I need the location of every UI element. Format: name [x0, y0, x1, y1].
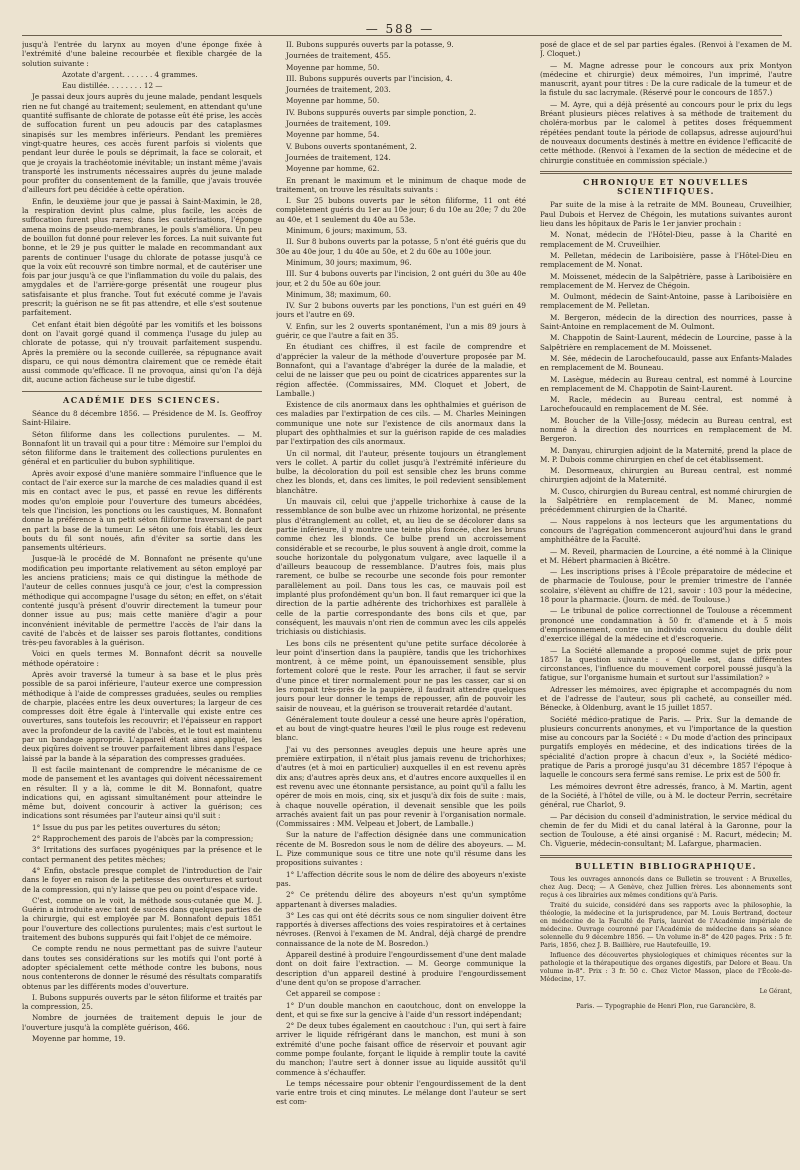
stat-line: III. Bubons suppurés ouverts par l'incision, 4.	[286, 73, 453, 83]
paragraph: II. Sur 8 bubons ouverts par la potasse, 5 n'ont été guéris que du 30e au 40e jour, 1 du 40e au 50e, et 2 du 60e au 100e jour.	[276, 237, 526, 256]
stat-line: Moyenne par homme, 50.	[286, 62, 380, 72]
list-item: 1° D'un double manchon en caoutchouc, dont on enveloppe la dent, et qui se fixe sur la gencive à l'aide d'un ressort indépendant;	[276, 1000, 526, 1019]
paragraph: M. Danyau, chirurgien adjoint de la Maternité, prend la place de M. P. Dubois comme chirurgien en chef de cet établissement.	[540, 445, 792, 464]
stat-line: Journées de traitement, 124.	[286, 152, 391, 162]
list-item: 1° L'affection décrite sous le nom de délire des aboyeurs n'existe pas.	[276, 869, 526, 888]
paragraph: Le temps nécessaire pour obtenir l'engourdissement de la dent varie entre trois et cinq minutes. Le mélange dont l'auteur se sert est com-	[276, 1078, 526, 1107]
stat-line: Moyenne par homme, 50.	[286, 96, 380, 106]
list-item: 4° Enfin, obstacle presque complet de l'introduction de l'air dans le foyer en raison de la petitesse des ouvertures et surtout de la compression, qui n'y laisse que peu ou point d'espace vide.	[22, 865, 262, 894]
paragraph: Ce compte rendu ne nous permettant pas de suivre l'auteur dans toutes ses considérations sur les motifs qui l'ont porté à adopter spécialement cette méthode contre les bubons, nous nous contenterons de donner le résumé des résultats comparatifs obtenus par les différents modes d'ouverture.	[22, 944, 262, 991]
paragraph: — Nous rappelons à nos lecteurs que les argumentations du concours de l'agrégation commenceront aujourd'hui dans le grand amphithéâtre de la Faculté.	[540, 516, 792, 545]
stat-line: V. Bubons ouverts spontanément, 2.	[286, 141, 417, 151]
imprint: Paris. — Typographie de Henri Plon, rue Garancière, 8.	[576, 1002, 756, 1011]
section-divider	[540, 171, 792, 174]
bibliography-entry: Influence des découvertes physiologiques et chimiques récentes sur la pathologie et la thérapeutique des organes digestifs, par Delore et Beau. Un volume in-8°. Prix : 3 fr. 50 c. Chez Victor Masson, place de l'École-de-Médecine, 17.	[540, 951, 792, 984]
stat-line: Minimum, 38; maximum, 60.	[286, 289, 391, 299]
stat-line: Minimum, 30 jours; maximum, 96.	[286, 257, 412, 267]
paragraph: Enfin, le deuxième jour que je passai à Saint-Maximin, le 28, la respiration devint plus calme, plus facile, les accès de suffocation furent plus rares; dans les cautérisations, l'éponge amena moins de pseudo-membranes, le pouls s'améliora. Un peu de bouillon fut donné pour relever les forces. La nuit suivante fut bonne, et le 29 je pus quitter le malade en recommandant aux parents de continuer l'usage du chlorate de potasse jusqu'à ce que la voix eût recouvré son timbre normal, et de cautériser une fois par jour jusqu'à ce que l'inflammation du voile du palais, des amygdales et de l'arrière-gorge présentât une rougeur plus satisfaisante et plus franche. Tout fut exécuté comme je l'avais prescrit; la guérison ne se fit pas attendre, et elle s'est soutenue parfaitement.	[22, 196, 262, 318]
paragraph: — Les inscriptions prises à l'École préparatoire de médecine et de pharmacie de Toulouse, pour le premier trimestre de l'année scolaire, s'élèvent au chiffre de 121, savoir : 103 pour la médecine, 18 pour la pharmacie. (Journ. de méd. de Toulouse.)	[540, 567, 792, 605]
list-item: 3° Les cas qui ont été décrits sous ce nom singulier doivent être rapportés à diverses affections des voies respiratoires et à certaines névroses. (Renvoi à l'examen de M. Andral, déjà chargé de prendre connaissance de la note de M. Bosredon.)	[276, 910, 526, 948]
paragraph: Les bons cils ne présentent qu'une petite surface décolorée à leur point d'insertion dans la paupière, tandis que les trichorhixes montrent, à ce même point, un épanouissement sensible, plus fortement coloré que le reste. Pour les arracher, il faut se servir d'une pince et tirer normalement pour ne pas les casser, car si on les rompait très-près de la paupière, il faudrait attendre quelques jours pour leur donner le temps de repousser, afin de pouvoir les saisir de nouveau, et la guérison se trouverait retardée d'autant.	[276, 638, 526, 713]
paragraph: Adresser les mémoires, avec épigraphe et accompagnés du nom et de l'adresse de l'auteur, sous pli cacheté, au conseiller méd. Bénecke, à Oldenburg, avant le 15 juillet 1857.	[540, 684, 792, 713]
paragraph: J'ai vu des personnes aveugles depuis une heure après une première extirpation, il n'était plus jamais revenu de trichorhixes; d'autres (et à moi en particulier) auxquelles il en est revenu après dix ans; d'autres après deux ans, et d'autres encore auxquelles il en est revenu avec une étonnante persistance, au point qu'il a fallu les opérer de mois en mois, cinq, six et jusqu'à dix fois de suite : mais, à chaque nouvelle opération, il devenait sensible que les poils arrachés avaient fait un pas pour revenir à l'organisation normale. (Commissaires : MM. Velpeau et Jobert, de Lamballe.)	[276, 744, 526, 829]
paragraph: I. Sur 25 bubons ouverts par le séton filiforme, 11 ont été complètement guéris du 1er au 10e jour; 6 du 10e au 20e; 7 du 20e au 40e, et 1 seulement du 40e au 53e.	[276, 196, 526, 224]
paragraph: — Le tribunal de police correctionnel de Toulouse a récemment prononcé une condamnation à 50 fr. d'amende et à 5 mois d'emprisonnement, contre un individu convaincu du double délit d'exercice illégal de la médecine et d'escroquerie.	[540, 606, 792, 644]
paragraph: — M. Magne adresse pour le concours aux prix Montyon (médecine et chirurgie) deux mémoires, l'un imprimé, l'autre manuscrit, ayant pour titres : De la cure radicale de la tumeur et de la fistule du sac lacrymale. (Réservé pour le concours de 1857.)	[540, 60, 792, 98]
bulletin-note: Tous les ouvrages annoncés dans ce Bulletin se trouvent : A Bruxelles, chez Aug. Decq; — A Genève, chez Jullien frères. Les abonnements sont reçus à ces librairies aux mêmes conditions qu'à Paris.	[540, 875, 792, 900]
paragraph: IV. Sur 2 bubons ouverts par les ponctions, l'un est guéri en 49 jours et l'autre en 69.	[276, 301, 526, 320]
stat-line: IV. Bubons suppurés ouverts par simple ponction, 2.	[286, 107, 477, 117]
list-item: 3° Irritations des surfaces pyogéniques par la présence et le contact permanent des petites mèches;	[22, 845, 262, 864]
paragraph: Par suite de la mise à la retraite de MM. Bouneau, Cruveilhier, Paul Dubois et Hervez de Chégoin, les mutations suivantes auront lieu dans les hôpitaux de Paris le 1er janvier prochain :	[540, 200, 792, 229]
paragraph: C'est, comme on le voit, la méthode sous-cutanée que M. J. Guérin a introduite avec tant de succès dans quelques parties de la chirurgie, qui est employée par M. Bonnafont depuis 1851 pour l'ouverture des collections purulentes; mais c'est surtout le traitement des bubons suppurés qui fait l'objet de ce mémoire.	[22, 895, 262, 943]
section-heading: CHRONIQUE ET NOUVELLES SCIENTIFIQUES.	[583, 176, 749, 197]
paragraph: M. Oulmont, médecin de Saint-Antoine, passe à Lariboisière en remplacement de M. Pelletan.	[540, 292, 792, 311]
paragraph: Séton filiforme dans les collections purulentes. — M. Bonnafont lit un travail qui a pour titre : Mémoire sur l'emploi du séton filiforme dans le traitement des collections purulentes en général et en particulier du bubon syphilitique.	[22, 429, 262, 467]
paragraph: M. Sée, médecin de Larochefoucauld, passe aux Enfants-Malades en remplacement de M. Bouneau.	[540, 353, 792, 373]
paragraph: M. Moissenet, médecin de la Salpêtrière, passe à Lariboisière en remplacement de M. Hervez de Chégoin.	[540, 271, 792, 290]
stat-line: II. Bubons suppurés ouverts par la potasse, 9.	[286, 40, 454, 49]
section-heading: ACADÉMIE DES SCIENCES.	[63, 394, 221, 405]
paragraph: M. Cusco, chirurgien du Bureau central, est nommé chirurgien de la Salpêtrière en remplacement de M. Manec, nommé précédemment chirurgien de la Charité.	[540, 486, 792, 515]
paragraph: Existence de cils anormaux dans les ophthalmies et guérison de ces maladies par l'extirpation de ces cils. — M. Charles Meiningen communique une note sur l'existence de cils anormaux dans la plupart des ophthalmies et sur la guérison rapide de ces maladies par l'extirpation des cils anormaux.	[276, 400, 526, 447]
stat-line: Minimum, 6 jours; maximum, 53.	[286, 226, 408, 236]
paragraph: posé de glace et de sel par parties égales. (Renvoi à l'examen de M. J. Cloquet.)	[540, 40, 792, 59]
paragraph: M. Nonat, médecin de l'Hôtel-Dieu, passe à la Charité en remplacement de M. Cruveilhier.	[540, 230, 792, 249]
signature: Le Gérant,	[759, 988, 792, 996]
paragraph: — Par décision du conseil d'administration, le service médical du chemin de fer du Midi et du canal latéral à la Garonne, pour la section de Toulouse, a été ainsi organisé : M. Racurt, médecin; M. Ch. Viguerie, médecin-consultant; M. Lafargue, pharmacien.	[540, 811, 792, 849]
paragraph: M. Pelletan, médecin de Lariboisière, passe à l'Hôtel-Dieu en remplacement de M. Nonat.	[540, 250, 792, 270]
recipe-line: Eau distillée. . . . . . . . 12 —	[62, 81, 163, 91]
list-item: 2° Rapprochement des parois de l'abcès par la compression;	[32, 834, 254, 844]
list-item: 2° Ce prétendu délire des aboyeurs n'est qu'un symptôme appartenant à diverses maladies.	[276, 890, 526, 909]
paragraph: Généralement toute douleur a cessé une heure après l'opération, et au bout de vingt-quatre heures l'œil le plus rouge est redevenu blanc.	[276, 714, 526, 743]
list-item: 1° Issue du pus par les petites ouvertures du séton;	[32, 822, 221, 832]
bibliography-entry: Traité du suicide, considéré dans ses rapports avec la philosophie, la théologie, la médecine et la jurisprudence, par M. Louis Bertrand, docteur en médecine de la Faculté de Paris, lauréat de l'Académie impériale de médecine. Ouvrage couronné par l'Académie de médecine dans sa séance solennelle du 9 décembre 1856. — Un volume in-8° de 420 pages. Prix : 5 fr. Paris, 1856, chez J. B. Baillière, rue Hautefeuille, 19.	[540, 901, 792, 950]
paragraph: Après avoir exposé d'une manière sommaire l'influence que le contact de l'air exerce sur la marche de ces maladies quand il est mis en contact avec le pus, et passé en revue les différents modes qu'on emploie pour l'ouverture des tumeurs abcédées, tels que l'incision, les ponctions ou les caustiques, M. Bonnafont donne la préférence à un petit séton filiforme traversant de part en part la base de la tumeur. Le séton une fois établi, les deux bouts du fil sont noués, afin d'éviter sa sortie dans les pansements ultérieurs.	[22, 468, 262, 553]
paragraph: Je passai deux jours auprès du jeune malade, pendant lesquels rien ne fut changé au traitement; seulement, en attendant qu'une quantité suffisante de chlorate de potasse eût été prise, les accès de suffocation furent un peu adoucis par des cataplasmes sinapisés sur les membres inférieurs. Pendant les premières vingt-quatre heures, ces accès furent parfois si violents que pendant leur durée le pouls se déprimait, la face se colorait, et que je croyais la trachéotomie inévitable; un instant même j'avais transporté les instruments nécessaires auprès du jeune malade pour profiter du consentement de la famille, que j'avais trouvée d'ailleurs fort peu décidée à cette opération.	[22, 92, 262, 195]
stat-line: Journées de traitement, 109.	[286, 119, 391, 129]
paragraph: Un mauvais cil, celui que j'appelle trichorhixe à cause de la ressemblance de son bulbe avec un rhizome horizontal, ne présente plus d'étranglement au collet, et, au lieu de se décolorer dans sa partie inférieure, il y montre une teinte plus foncée, chez les bruns comme chez les blonds. Ce bulbe prend un accroissement considérable et se recourbe, le plus souvent à angle droit, comme la souche horizontale du polygonatum vulgare, avec laquelle il a d'ailleurs beaucoup de ressemblance. D'autres fois, mais plus rarement, ce bulbe se recourbe une seconde fois pour remonter parallèlement au poil. Dans tous les cas, ce mauvais poil est implanté plus profondément qu'un bon. Il faut remarquer ici que la direction de la partie adhérente des trichorhixes est parallèle à celle de la partie correspondante des bons cils et que, par conséquent, les mauvais n'ont rien de commun avec les cils appelés trichiasis ou distichiasis.	[276, 497, 526, 637]
paragraph: Il est facile maintenant de comprendre le mécanisme de ce mode de pansement et les avantages qui doivent nécessairement en résulter. Il y a là, comme le dit M. Bonnafont, quatre indications qui, en agissant simultanément pour atteindre le même but, doivent concourir à activer la guérison; ces indications sont résumées par l'auteur ainsi qu'il suit :	[22, 764, 262, 821]
paragraph: — La Société allemande a proposé comme sujet de prix pour 1857 la question suivante : « Quelle est, dans différentes circonstances, l'influence du mouvement corporel poussé jusqu'à la fatigue, sur l'organisme humain et surtout sur l'assimilation? »	[540, 645, 792, 683]
recipe-line: Azotate d'argent. . . . . . . 4 grammes.	[62, 69, 198, 79]
stat-line: Moyenne par homme, 62.	[286, 164, 380, 174]
paragraph: Voici en quels termes M. Bonnafont décrit sa nouvelle méthode opératoire :	[22, 649, 262, 668]
column-left	[22, 40, 262, 1150]
stat-line: Nombre de journées de traitement depuis le jour de l'ouverture jusqu'à la complète guérison, 466.	[22, 1013, 262, 1032]
header-rule	[22, 35, 782, 36]
paragraph: Les mémoires devront être adressés, franco, à M. Martin, agent de la Société, à l'hôtel de ville, ou à M. le docteur Perrin, secrétaire général, rue Charlot, 9.	[540, 781, 792, 810]
paragraph: M. Bergeron, médecin de la direction des nourrices, passe à Saint-Antoine en remplacement de M. Oulmont.	[540, 312, 792, 332]
paragraph: En étudiant ces chiffres, il est facile de comprendre et d'apprécier la valeur de la méthode d'ouverture proposée par M. Bonnafont, qui a l'avantage d'abréger la durée de la maladie, et celui de ne laisser que peu ou point de cicatrices apparentes sur la région affectée. (Commissaires, MM. Cloquet et Jobert, de Lamballe.)	[276, 342, 526, 398]
stat-line: I. Bubons suppurés ouverts par le séton filiforme et traités par la compression, 25.	[22, 992, 262, 1012]
paragraph: M. Lasègue, médecin au Bureau central, est nommé à Lourcine en remplacement de M. Chappotin de Saint-Laurent.	[540, 374, 792, 393]
paragraph: M. Racle, médecin au Bureau central, est nommé à Larochefoucauld en remplacement de M. Sée.	[540, 395, 792, 414]
section-divider	[22, 391, 262, 392]
paragraph: Jusque-là le procédé de M. Bonnafont ne présente qu'une modification peu importante relativement au séton employé par les anciens praticiens; mais ce qui distingue la méthode de l'auteur de celles connues jusqu'à ce jour, c'est la compression méthodique qui accompagne l'usage du séton; en effet, on s'était contenté jusqu'à présent d'ouvrir directement la tumeur pour donner issue au pus; mais cette manière d'agir a pour inconvénient inévitable de permettre l'accès de l'air dans la cavité de l'abcès et de laisser ses parois flottantes, conditions très-peu favorables à la guérison.	[22, 554, 262, 648]
paragraph: — M. Reveil, pharmacien de Lourcine, a été nommé à la Clinique et M. Hébert pharmacien à Bicêtre.	[540, 546, 792, 565]
paragraph: Cet appareil se compose :	[286, 989, 381, 999]
stat-line: Journées de traitement, 203.	[286, 85, 391, 95]
paragraph: En prenant le maximum et le minimum de chaque mode de traitement, on trouve les résultats suivants :	[276, 175, 526, 194]
list-item: 2° De deux tubes également en caoutchouc : l'un, qui sert à faire arriver le liquide réfrigérant dans le manchon, est muni à son extrémité d'une poche faisant office de réservoir et pouvant agir comme pompe foulante, forçant le liquide à remplir toute la cavité du manchon; l'autre sert à donner issue au liquide aussitôt qu'il commence à s'échauffer.	[276, 1021, 526, 1077]
paragraph: Cet enfant était bien dégoûté par les vomitifs et les boissons dont on l'avait gorgé quand il commença l'usage du julep au chlorate de potasse, qui n'y trouvait parfaitement suspendu. Après la première ou la seconde cuillerée, sa répugnance avait disparu, ce qui nous démontra clairement que ce remède était aussi commode qu'efficace. Il ne provoqua, ainsi qu'on l'a déjà dit, aucune action fâcheuse sur le tube digestif.	[22, 319, 262, 385]
stat-line: Journées de traitement, 455.	[286, 51, 391, 61]
paragraph: V. Enfin, sur les 2 ouverts spontanément, l'un a mis 89 jours à guérir, ce que l'autre a fait en 35.	[276, 321, 526, 341]
session-line: Séance du 8 décembre 1856. — Présidence de M. Is. Geoffroy Saint-Hilaire.	[22, 408, 262, 428]
paragraph: — M. Ayre, qui a déjà présenté au concours pour le prix du legs Bréant plusieurs pièces relatives à sa méthode de traitement du choléra-morbus par le calomel à petites doses fréquemment répétées pendant toute la période de collapsus, adresse aujourd'hui de nouveaux documents destinés à mettre en évidence l'efficacité de cette méthode. (Renvoi à l'examen de la section de médecine et de chirurgie constituée en commission spéciale.)	[540, 99, 792, 165]
paragraph: Après avoir traversé la tumeur à sa base et le plus près possible de sa paroi inférieure, l'auteur exerce une compression méthodique à l'aide de compresses graduées, seules ou remplies de charpie, placées entre les deux ouvertures; la largeur de ces compresses doit être égale à l'intervalle qui existe entre ces ouvertures, sans toutefois les recouvrir; et l'épaisseur en rapport avec la profondeur de la cavité de l'abcès, et le tout est maintenu par un bandage approprié. L'appareil étant ainsi appliqué, les deux piqûres doivent se trouver parfaitement libres dans l'espace laissé par la bande à la séparation des compresses graduées.	[22, 670, 262, 763]
paragraph: M. Desormeaux, chirurgien au Bureau central, est nommé chirurgien adjoint de la Maternité.	[540, 466, 792, 485]
paragraph: Sur la nature de l'affection désignée dans une communication récente de M. Bosredon sous le nom de délire des aboyeurs. — M. L. Pize communique sous ce titre une note qu'il résume dans les propositions suivantes :	[276, 830, 526, 868]
paragraph: Société médico-pratique de Paris. — Prix. Sur la demande de plusieurs concurrents anonymes, et vu l'importance de la question mise au concours par la Société : « Du mode d'action des principaux purgatifs employés en médecine, et des indications tirées de la spécialité d'action propre à chacun d'eux », la Société médico-pratique de Paris a prorogé jusqu'au 31 décembre 1857 l'époque à laquelle le concours sera fermé sans remise. Le prix est de 500 fr.	[540, 714, 792, 780]
page-number: — 588 —	[365, 22, 435, 36]
paragraph: M. Boucher de la Ville-Jossy, médecin au Bureau central, est nommé à la direction des nourrices en remplacement de M. Bergeron.	[540, 415, 792, 444]
paragraph: Un cil normal, dit l'auteur, présente toujours un étranglement vers le collet. A partir du collet jusqu'à l'extrémité inférieure du bulbe, la décoloration du poil est sensible chez les bruns comme chez les blonds, et, dans ces limites, le poil redevient sensiblement blanchâtre.	[276, 448, 526, 495]
stat-line: Moyenne par homme, 19.	[32, 1033, 126, 1043]
paragraph: Appareil destiné à produire l'engourdissement d'une dent malade dont on doit faire l'extraction. — M. George communique la description d'un appareil destiné à produire l'engourdissement d'une dent qu'on se propose d'arracher.	[276, 950, 526, 987]
paragraph: M. Chappotin de Saint-Laurent, médecin de Lourcine, passe à la Salpêtrière en remplacement de M. Moissenet.	[540, 333, 792, 352]
stat-line: Moyenne par homme, 54.	[286, 130, 380, 140]
column-right	[540, 40, 792, 1150]
section-heading: BULLETIN BIBLIOGRAPHIQUE.	[575, 860, 757, 871]
paragraph: jusqu'à l'entrée du larynx au moyen d'une éponge fixée à l'extrémité d'une baleine recourbée et flexible chargée de la solution suivante :	[22, 40, 262, 68]
paragraph: III. Sur 4 bubons ouverts par l'incision, 2 ont guéri du 30e au 40e jour, et 2 du 50e au 60e jour.	[276, 269, 526, 288]
section-divider	[540, 855, 792, 858]
column-middle	[276, 40, 526, 1150]
